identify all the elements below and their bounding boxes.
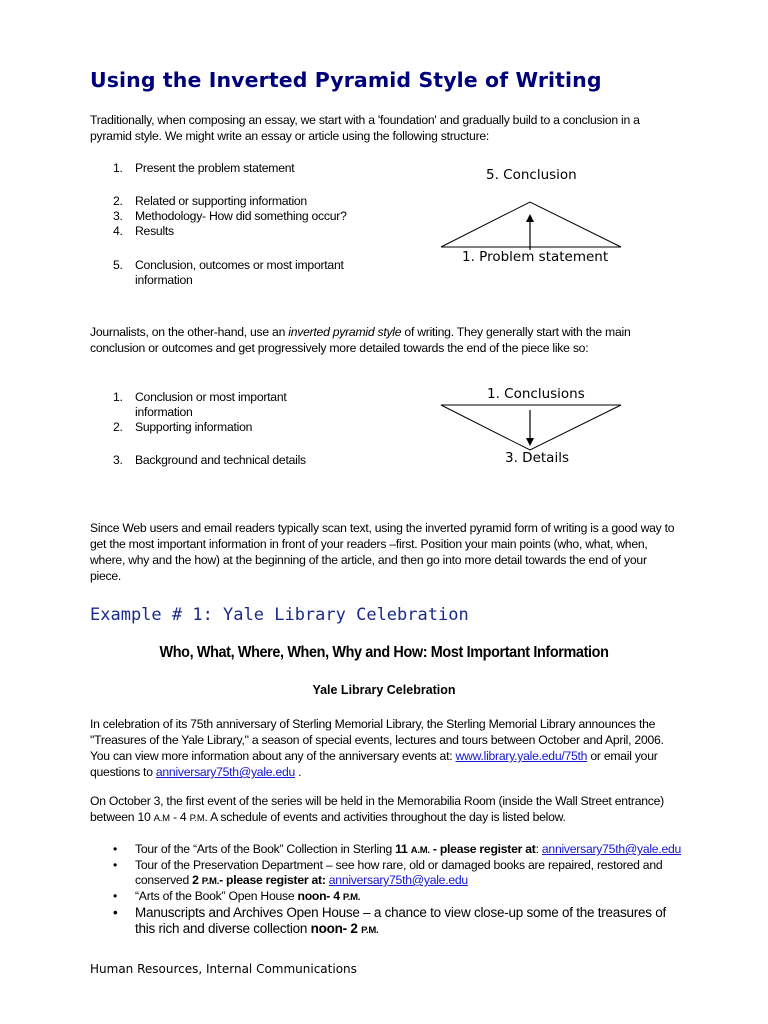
inverted-list [113, 390, 313, 468]
bullet-icon: • [113, 858, 118, 872]
list-item: 2. Related or supporting information [113, 194, 307, 208]
article-paragraph-2: On October 3, the first event of the series will be held in the Memorabilia Room (inside the Wall Street entrance) between 10 A.M - 4 P.M. A schedule of events and activities throughout the day is listed below. [90, 794, 664, 824]
pyramid-top-label: 5. Conclusion [486, 167, 577, 183]
list-item: • Manuscripts and Archives Open House – a chance to view close-up some of the treasures of this rich and diverse collection noon- 2 P.M. [113, 905, 667, 936]
example-heading: Example # 1: Yale Library Celebration [90, 605, 469, 625]
inverted-arrowhead [526, 438, 534, 446]
email-link[interactable]: anniversary75th@yale.edu [155, 765, 296, 779]
list-item: 4. Results [113, 224, 174, 238]
journalists-paragraph: Journalists, on the other-hand, use an inverted pyramid style of writing. They generally start with the main conclusion or outcomes and get progressively more detailed towards the end of the piece like so: [90, 325, 631, 355]
list-item: • Tour of the “Arts of the Book” Collection in Sterling 11 A.M. - please register at: anniversary75th@yale.edu [113, 842, 682, 856]
article-title: Yale Library Celebration [312, 683, 456, 697]
register-email-link[interactable]: anniversary75th@yale.edu [328, 873, 468, 887]
web-paragraph: Since Web users and email readers typically scan text, using the inverted pyramid form of writing is a good way to get the most important information in front of your readers –first. Position your main points (who, what, when, where, why and the how) at the beginning of the article, and then go into more detail towards the end of your piece. [90, 521, 675, 583]
article-paragraph-1: In celebration of its 75th anniversary of Sterling Memorial Library, the Sterling Memorial Library announces the "Treasures of the Yale Library," a season of special events, lectures and tours between October and April, 2006. You can view more information about any of the anniversary events at: www.library.yale.edu/75th or email your questions to anniversary75th@yale.edu . [90, 717, 664, 779]
list-item: 3. Methodology- How did something occur? [113, 209, 347, 223]
list-item: 5. Conclusion, outcomes or most important information [113, 258, 344, 287]
list-item: 1. Conclusion or most important information [113, 390, 287, 419]
list-item: • “Arts of the Book” Open House noon- 4 P.M. [113, 889, 361, 903]
inverted-top-label: 1. Conclusions [487, 386, 585, 402]
list-item: 1. Present the problem statement [113, 161, 295, 175]
who-what-heading: Who, What, Where, When, Why and How: Most Important Information [159, 644, 609, 661]
page-footer: Human Resources, Internal Communications [90, 962, 357, 976]
register-email-link[interactable]: anniversary75th@yale.edu [541, 842, 682, 856]
inverted-bottom-label: 3. Details [505, 450, 569, 466]
bullet-icon: • [113, 905, 118, 920]
pyramid-diagram [438, 198, 628, 252]
bullet-icon: • [113, 889, 118, 903]
event-list [113, 842, 688, 939]
pyramid-triangle [441, 202, 621, 247]
page-title: Using the Inverted Pyramid Style of Writing [90, 68, 602, 92]
list-item: • Tour of the Preservation Department – see how rare, old or damaged books are repaired, restored and conserved 2 P.M.- please register at: anniversary75th@yale.edu [113, 858, 663, 887]
list-item: 3. Background and technical details [113, 453, 306, 467]
list-item: 2. Supporting information [113, 420, 253, 434]
pyramid-list [113, 161, 353, 288]
bullet-icon: • [113, 842, 118, 856]
library-link[interactable]: www.library.yale.edu/75th [455, 749, 588, 763]
inverted-pyramid-diagram [438, 400, 628, 454]
pyramid-bottom-label: 1. Problem statement [462, 249, 609, 265]
pyramid-arrowhead [526, 214, 534, 222]
intro-paragraph: Traditionally, when composing an essay, we start with a 'foundation' and gradually build to a conclusion in a pyramid style. We might write an essay or article using the following structure: [90, 113, 640, 143]
